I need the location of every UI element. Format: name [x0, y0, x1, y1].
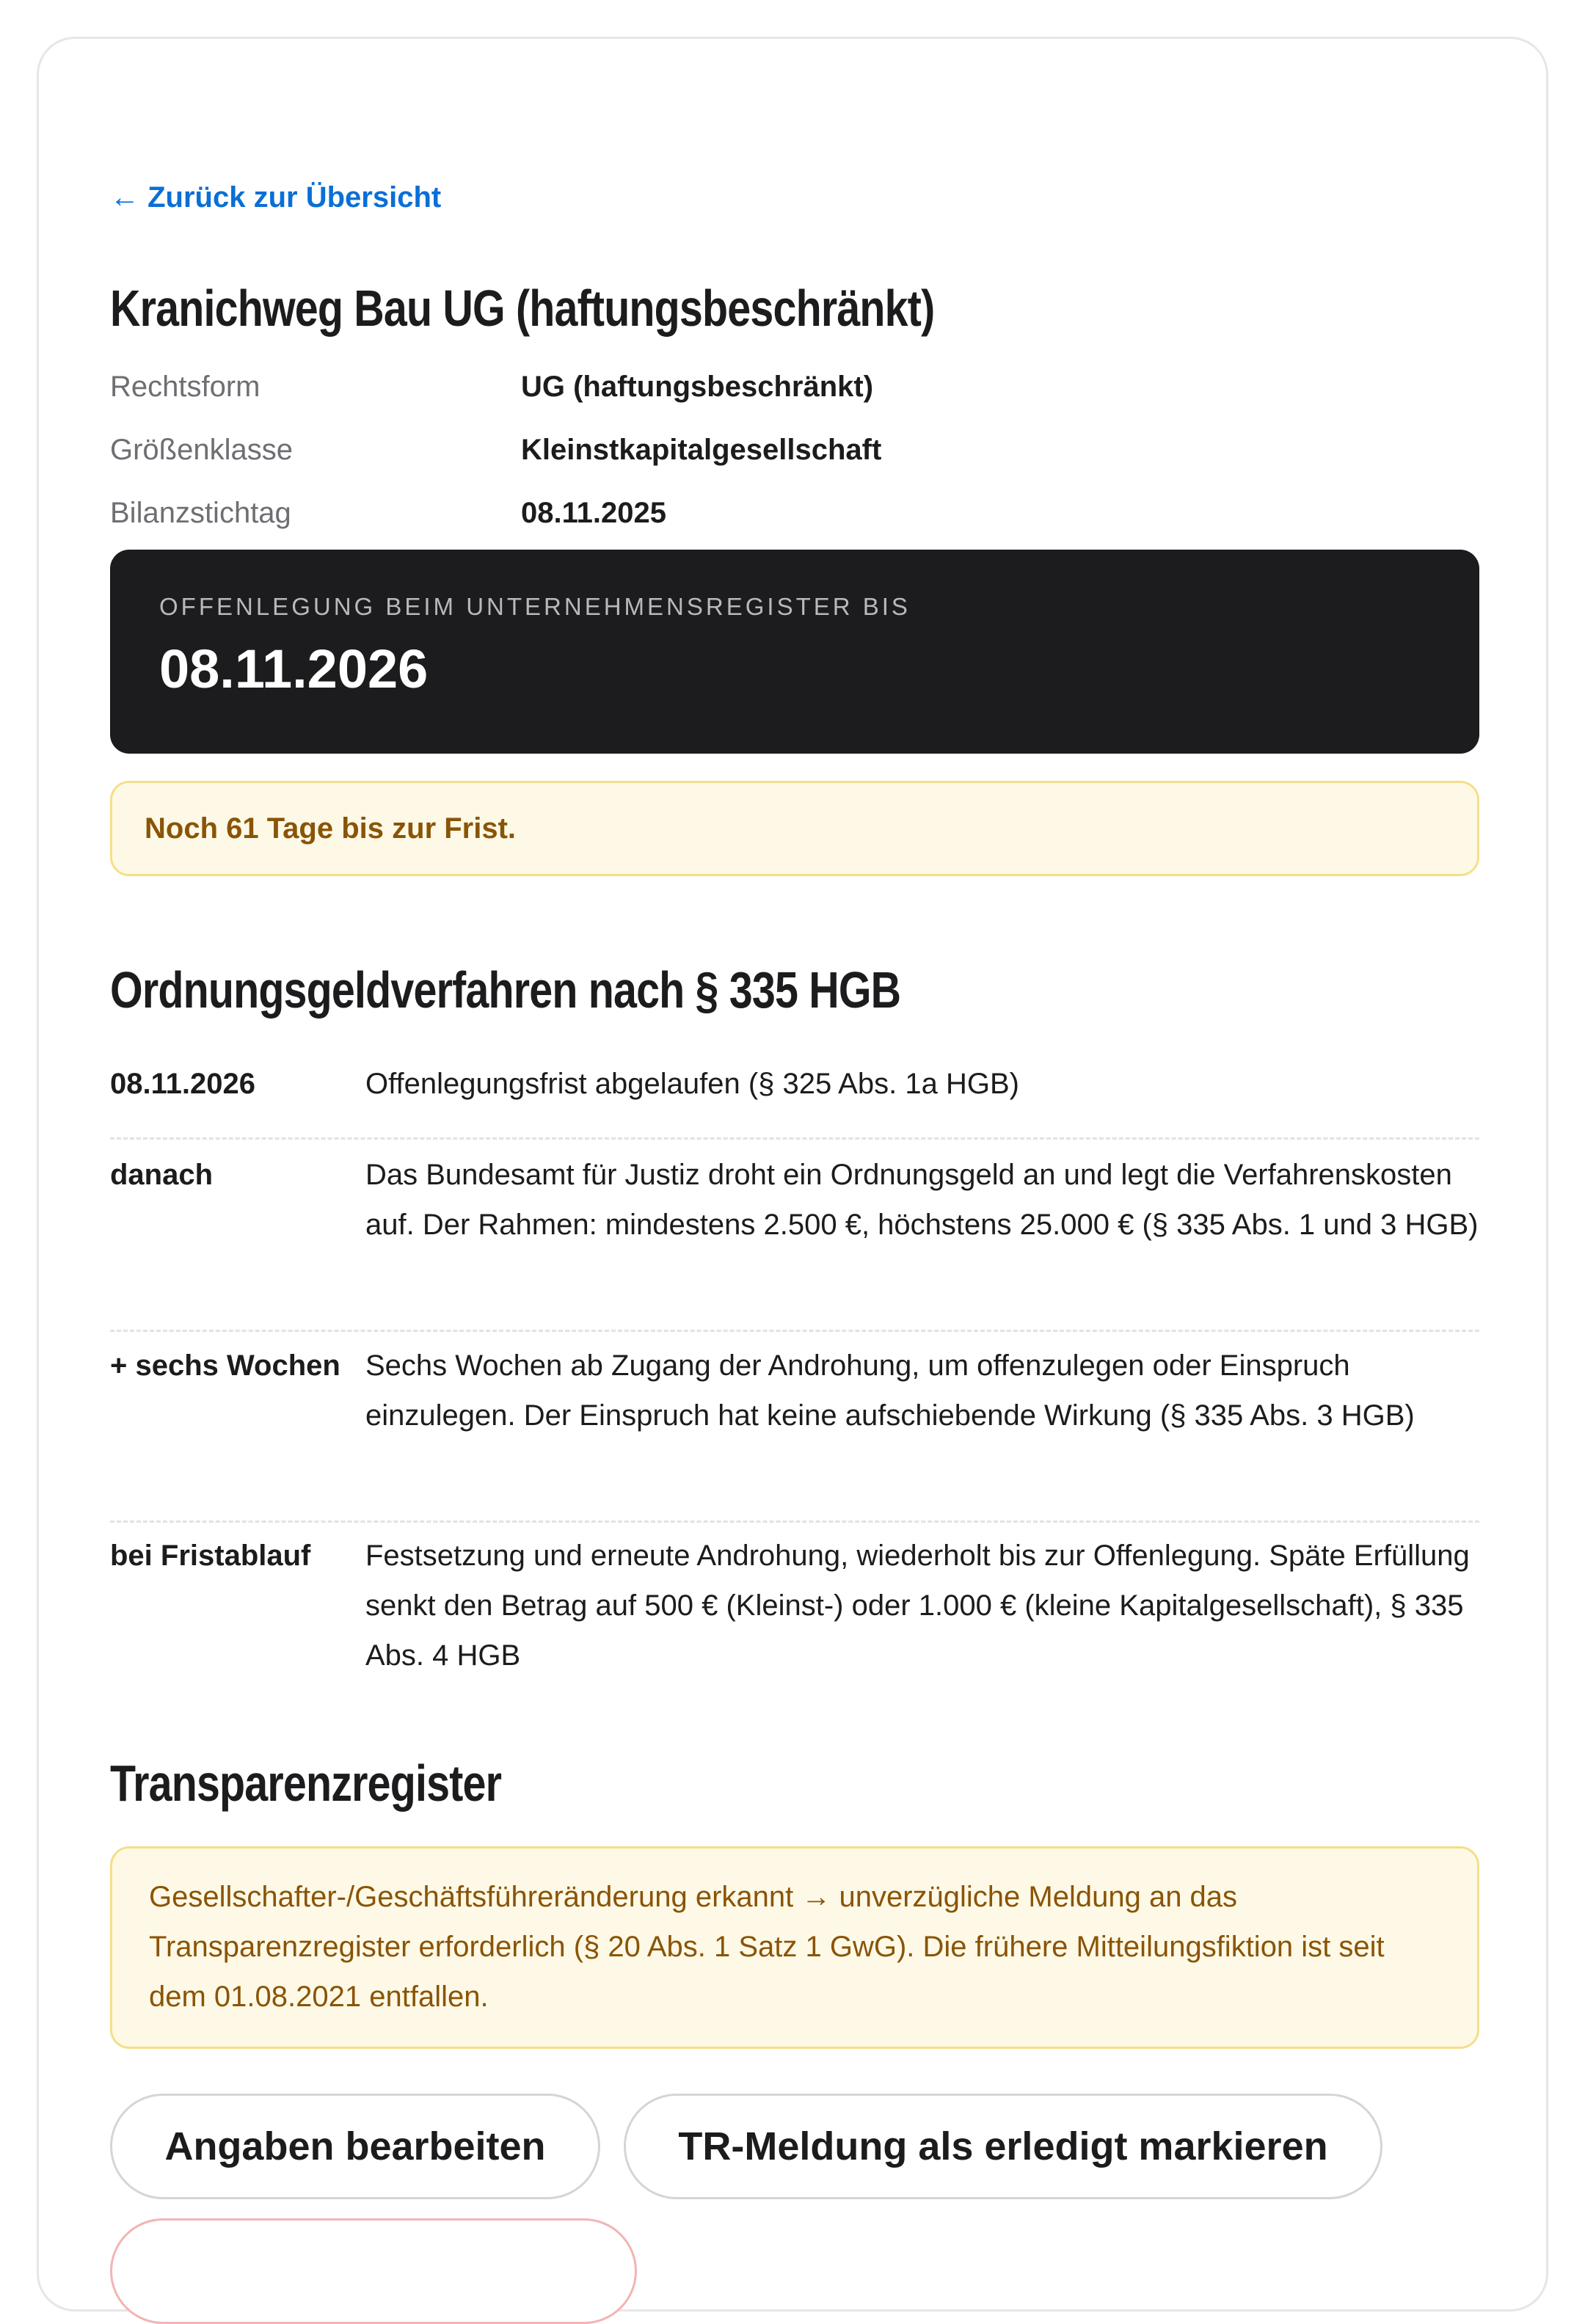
proceedings-section-title: Ordnungsgeldverfahren nach § 335 HGB: [110, 961, 901, 1019]
timeline-when: danach: [110, 1159, 214, 1191]
timeline-row: [110, 1341, 1479, 1523]
transparency-section-title: Transparenzregister: [110, 1755, 502, 1812]
timeline-description: Das Bundesamt für Justiz droht ein Ordnungsgeld an und legt die Verfahrenskosten auf. Der Rahmen: mindestens 2.500 €, höchstens 25.000 € (§ 335 Abs. 1 und 3 HGB): [365, 1159, 1479, 1241]
company-detail-card: [37, 37, 1548, 2312]
disclosure-deadline-box: [110, 550, 1479, 754]
timeline-when: 08.11.2026: [110, 1068, 255, 1100]
deadline-label: OFFENLEGUNG BEIM UNTERNEHMENSREGISTER BIS: [159, 593, 911, 620]
back-to-overview-link[interactable]: ← Zurück zur Übersicht: [110, 181, 442, 214]
timeline-row: [110, 1150, 1479, 1332]
timeline-description: Offenlegungsfrist abgelaufen (§ 325 Abs. 1a HGB): [365, 1068, 1019, 1100]
countdown-notice: Noch 61 Tage bis zur Frist.: [110, 781, 1479, 876]
detail-label: Rechtsform: [110, 371, 260, 403]
timeline-when: + sechs Wochen: [110, 1349, 340, 1382]
detail-row-rechtsform: [110, 366, 1479, 407]
timeline-row: [110, 1531, 1479, 1685]
danger-action-button[interactable]: [110, 2218, 637, 2324]
detail-value: UG (haftungsbeschränkt): [521, 371, 874, 403]
detail-row-groessenklasse: [110, 429, 1479, 470]
detail-row-bilanzstichtag: [110, 492, 1479, 533]
deadline-date: 08.11.2026: [159, 638, 429, 699]
mark-tr-done-button[interactable]: TR-Meldung als erledigt markieren: [624, 2094, 1382, 2199]
company-name: Kranichweg Bau UG (haftungsbeschränkt): [110, 280, 935, 337]
detail-label: Bilanzstichtag: [110, 497, 291, 529]
timeline-row: [110, 1059, 1479, 1140]
timeline-description: Sechs Wochen ab Zugang der Androhung, um offenzulegen oder Einspruch einzulegen. Der Einspruch hat keine aufschiebende Wirkung (§ 335 Abs. 3 HGB): [365, 1349, 1415, 1432]
timeline-description: Festsetzung und erneute Androhung, wiederholt bis zur Offenlegung. Späte Erfüllung senkt den Betrag auf 500 € (Kleinst-) oder 1.000 € (kleine Kapitalgesellschaft), § 335 Abs. 4 HGB: [365, 1540, 1470, 1672]
detail-label: Größenklasse: [110, 434, 293, 466]
detail-value: Kleinstkapitalgesellschaft: [521, 434, 882, 466]
edit-details-button[interactable]: Angaben bearbeiten: [110, 2094, 600, 2199]
detail-value: 08.11.2025: [521, 497, 666, 529]
timeline-when: bei Fristablauf: [110, 1540, 311, 1572]
transparency-notice: Gesellschafter-/Geschäftsführeränderung erkannt → unverzügliche Meldung an das Transparenzregister erforderlich (§ 20 Abs. 1 Satz 1 GwG). Die frühere Mitteilungsfiktion ist seit dem 01.08.2021 entfallen.: [110, 1846, 1479, 2049]
